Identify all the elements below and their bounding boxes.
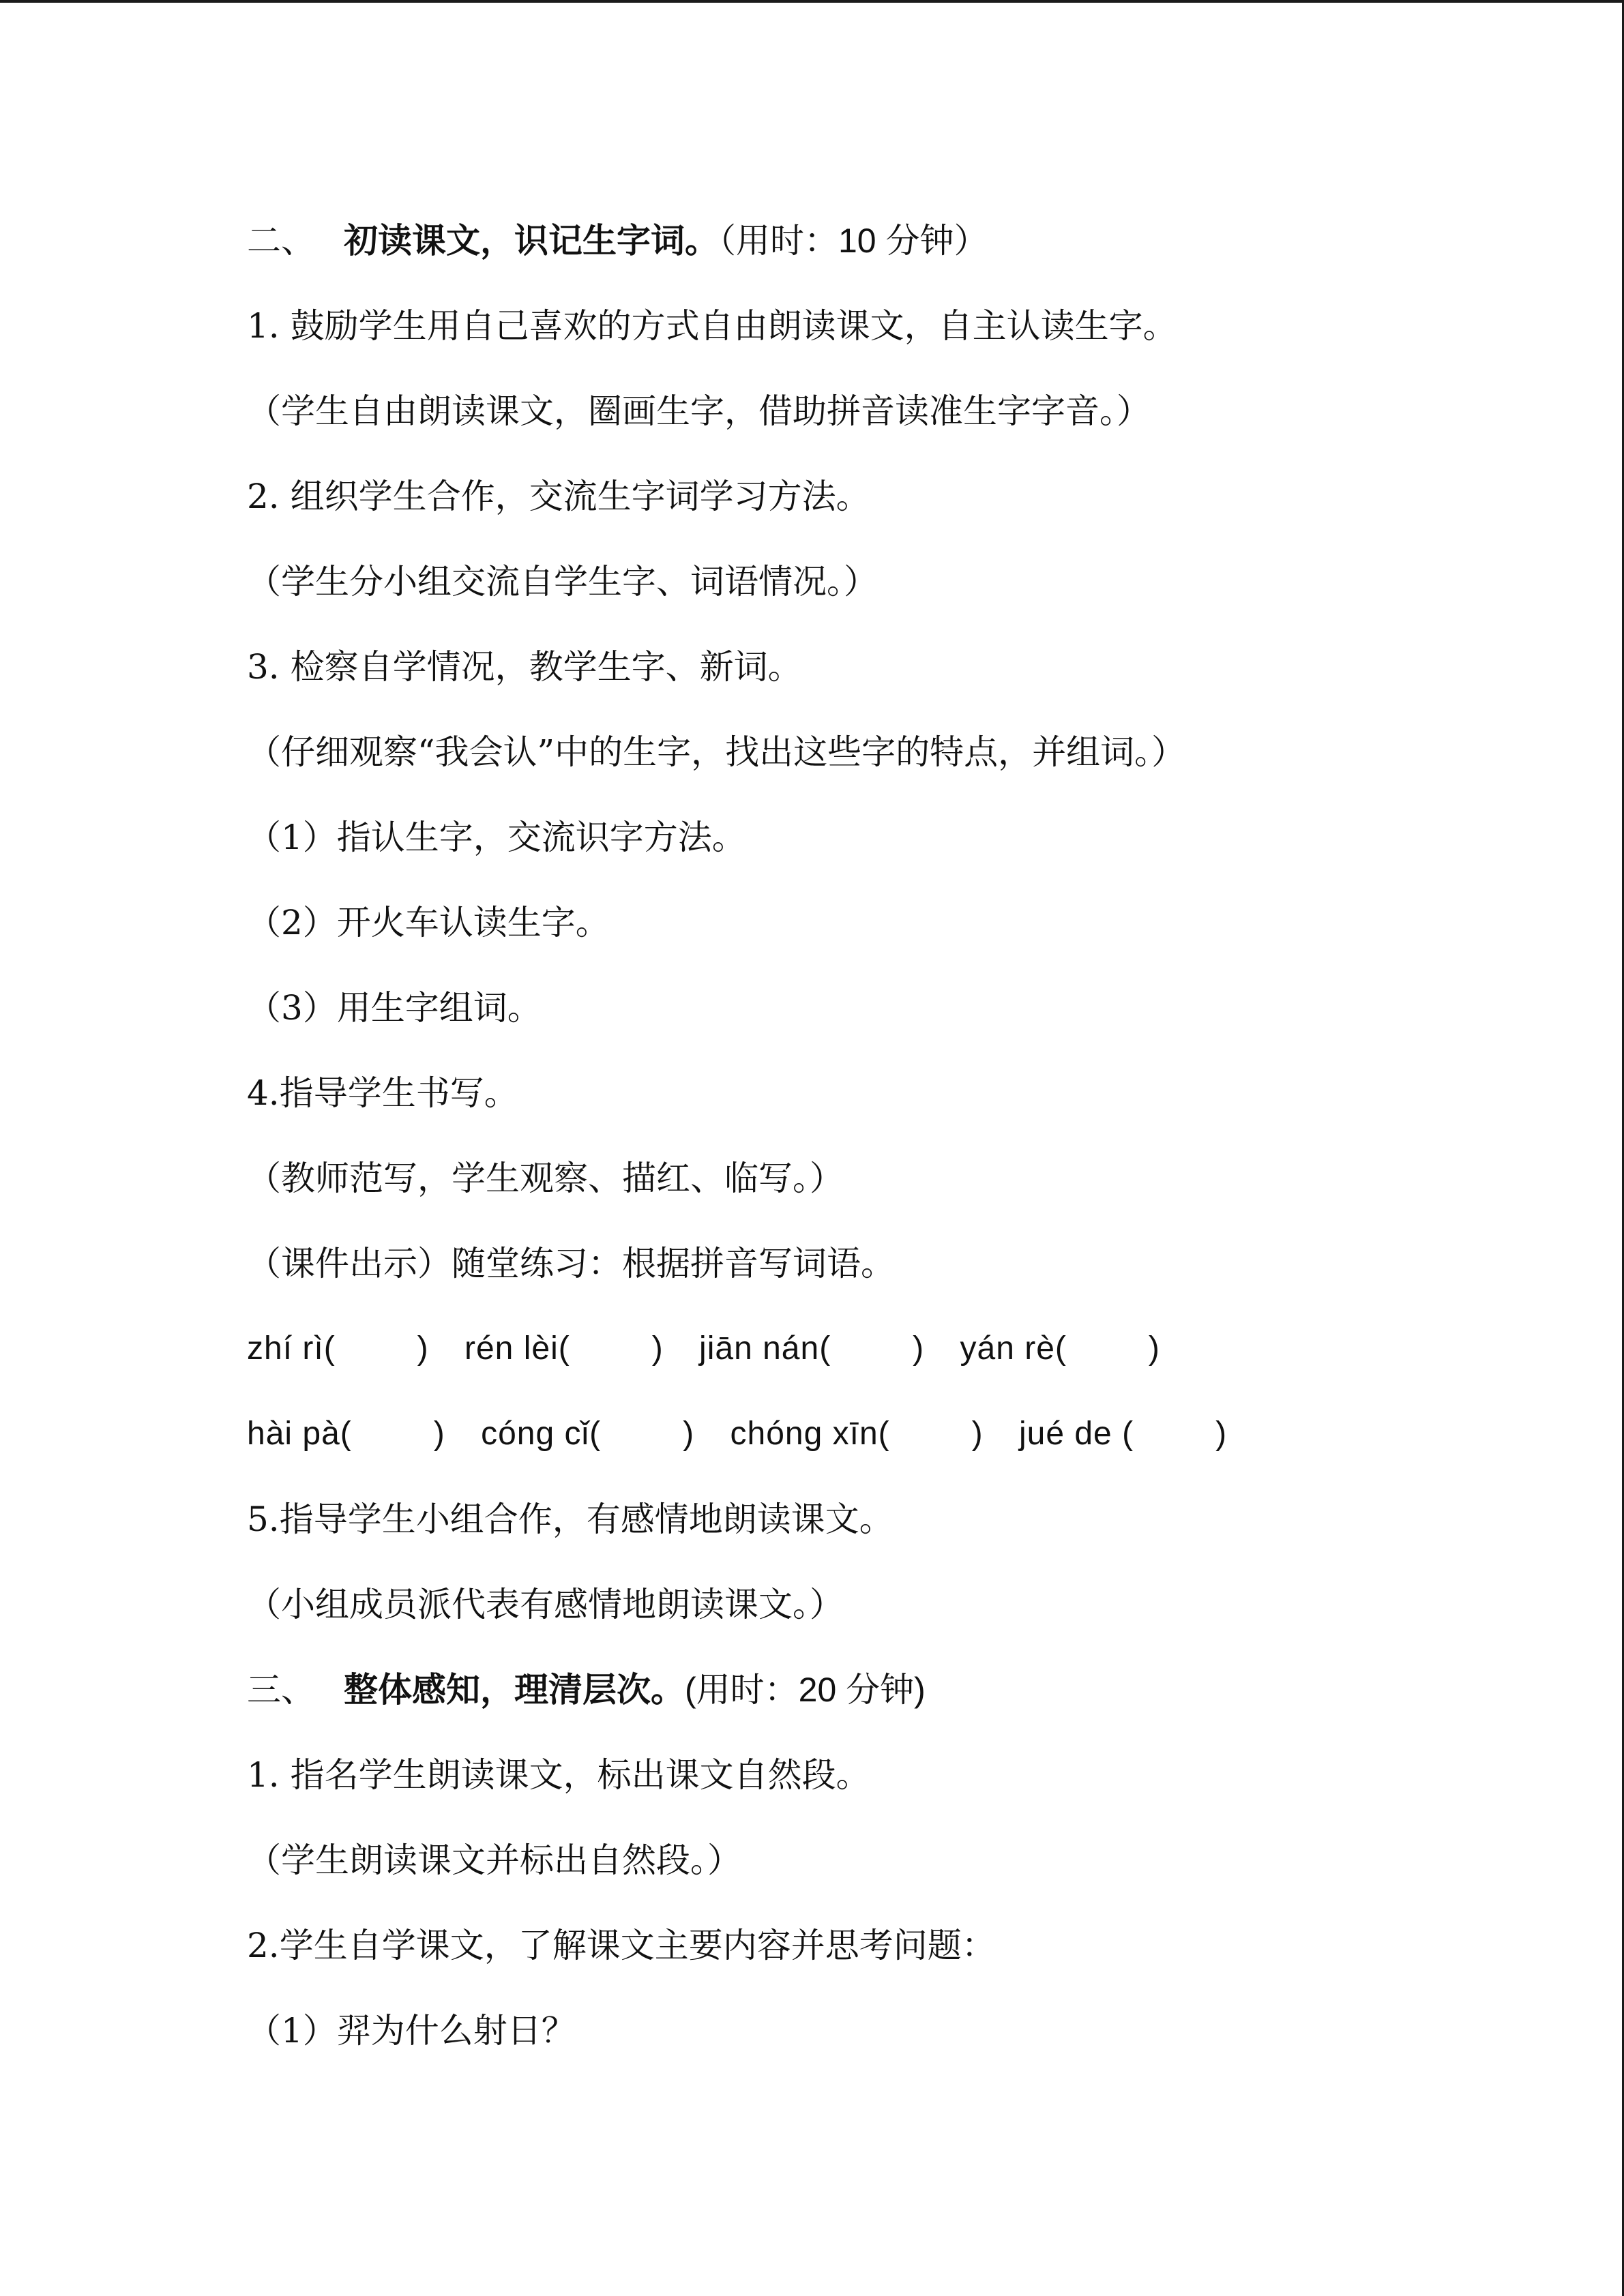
document-body	[247, 210, 1584, 2085]
pinyin-item: jiān nán( )	[699, 1330, 925, 1367]
paragraph: （学生朗读课文并标出自然段。）	[247, 1840, 741, 1880]
paragraph: 1. 指名学生朗读课文，标出课文自然段。	[247, 1755, 870, 1795]
section-2-title: 初读课文，识记生字词。	[344, 220, 719, 260]
section-2-heading	[247, 210, 1584, 295]
paragraph: 1. 鼓励学生用自己喜欢的方式自由朗读课文，自主认读生字。	[247, 306, 1177, 346]
page-top-border	[0, 0, 1624, 3]
paragraph: （2）开火车认读生字。	[247, 903, 610, 942]
pinyin-item: zhí rì( )	[247, 1330, 429, 1367]
paragraph: （1）羿为什么射日？	[247, 2011, 576, 2051]
pinyin-item: chóng xīn( )	[730, 1416, 984, 1452]
paragraph: 2.学生自学课文，了解课文主要内容并思考问题：	[247, 1926, 996, 1965]
pinyin-item: jué de ( )	[1018, 1416, 1228, 1452]
paragraph: （学生分小组交流自学生字、词语情况。）	[247, 562, 878, 601]
pinyin-item: cóng cǐ( )	[481, 1416, 695, 1452]
section-3-title: 整体感知，理清层次。	[344, 1669, 685, 1710]
paragraph: （学生自由朗读课文，圈画生字，借助拼音读准生字字音。）	[247, 391, 1151, 431]
paragraph: （小组成员派代表有感情地朗读课文。）	[247, 1585, 844, 1624]
paragraph: 2. 组织学生合作，交流生字词学习方法。	[247, 477, 870, 516]
section-3-heading	[247, 1659, 1584, 1744]
pinyin-exercise-row-2	[247, 1403, 1584, 1489]
pinyin-exercise-row-1	[247, 1318, 1584, 1403]
paragraph: 5.指导学生小组合作，有感情地朗读课文。	[247, 1500, 894, 1539]
pinyin-item: rén lèi( )	[464, 1330, 664, 1367]
section-2-time: （用时：10 分钟）	[719, 222, 988, 260]
section-3-time: (用时：20 分钟)	[685, 1671, 926, 1709]
paragraph: （教师范写，学生观察、描红、临写。）	[247, 1159, 844, 1198]
paragraph: （1）指认生字，交流识字方法。	[247, 818, 746, 857]
paragraph: （仔细观察“我会认”中的生字，找出这些字的特点，并组词。）	[247, 732, 1186, 772]
paragraph: 4.指导学生书写。	[247, 1073, 518, 1113]
paragraph: 3. 检察自学情况，教学生字、新词。	[247, 647, 802, 687]
section-3-number: 三、	[247, 1670, 315, 1710]
pinyin-item: hài pà( )	[247, 1416, 445, 1452]
section-2-number: 二、	[247, 221, 315, 260]
paragraph: （课件出示）随堂练习：根据拼音写词语。	[247, 1244, 895, 1283]
pinyin-item: yán rè( )	[960, 1330, 1160, 1367]
paragraph: （3）用生字组词。	[247, 988, 542, 1028]
